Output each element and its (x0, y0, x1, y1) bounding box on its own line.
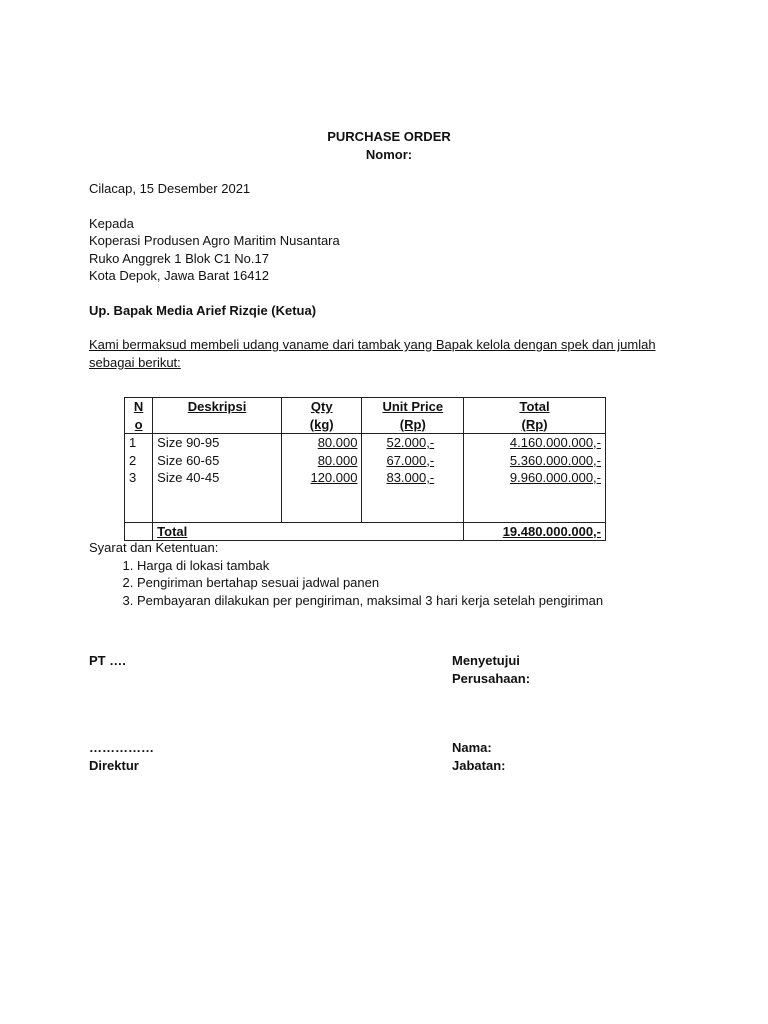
recipient-to: Kepada (89, 215, 134, 231)
terms-heading: Syarat dan Ketentuan: (89, 540, 219, 555)
terms-section (89, 539, 603, 609)
list-item: 2. Pengiriman bertahap sesuai jadwal panen (137, 574, 603, 592)
header-desc: Deskripsi (153, 398, 282, 434)
right-approve: Menyetujui (452, 653, 520, 668)
recipient-address2: Kota Depok, Jawa Barat 16412 (89, 268, 269, 283)
header-total: Total (Rp) (464, 398, 606, 434)
recipient-name: Koperasi Produsen Agro Maritim Nusantara (89, 233, 340, 248)
total-label: Total (157, 523, 188, 539)
intro-line-2: sebagai berikut: (89, 354, 181, 370)
list-item: 3. Pembayaran dilakukan per pengiriman, maksimal 3 hari kerja setelah pengiriman (137, 592, 603, 610)
list-item: 1. Harga di lokasi tambak (137, 557, 603, 575)
right-name: Nama: (452, 740, 492, 755)
left-signature-dots: …………… (89, 740, 154, 755)
table-row: 1 Size 90-95 80.000 52.000,- 4.160.000.000,- (125, 434, 606, 452)
table-total-row (125, 522, 606, 541)
header-qty: Qty (kg) (281, 398, 362, 434)
left-company: PT …. (89, 653, 126, 668)
recipient-address1: Ruko Anggrek 1 Blok C1 No.17 (89, 250, 269, 266)
document-number: Nomor: (365, 146, 413, 162)
table-row: 2 Size 60-65 80.000 67.000,- 5.360.000.000,- (125, 452, 606, 470)
table-header-row (125, 398, 606, 434)
right-company: Perusahaan: (452, 671, 531, 686)
left-role: Direktur (89, 758, 139, 773)
intro-line-1: Kami bermaksud membeli udang vaname dari tambak yang Bapak kelola dengan spek dan jumlah (89, 337, 656, 352)
purchase-order-document (89, 128, 689, 371)
terms-list (89, 557, 603, 610)
right-position: Jabatan: (452, 758, 506, 773)
document-title: PURCHASE ORDER (327, 129, 451, 144)
header-no: N o (125, 398, 153, 434)
items-table (124, 397, 606, 541)
place-date: Cilacap, 15 Desember 2021 (89, 181, 251, 196)
table-row: 3 Size 40-45 120.000 83.000,- 9.960.000.000,- (125, 469, 606, 487)
header-price: Unit Price (Rp) (362, 398, 464, 434)
total-value: 19.480.000.000,- (502, 523, 601, 539)
attention-line: Up. Bapak Media Arief Rizqie (Ketua) (89, 302, 317, 318)
